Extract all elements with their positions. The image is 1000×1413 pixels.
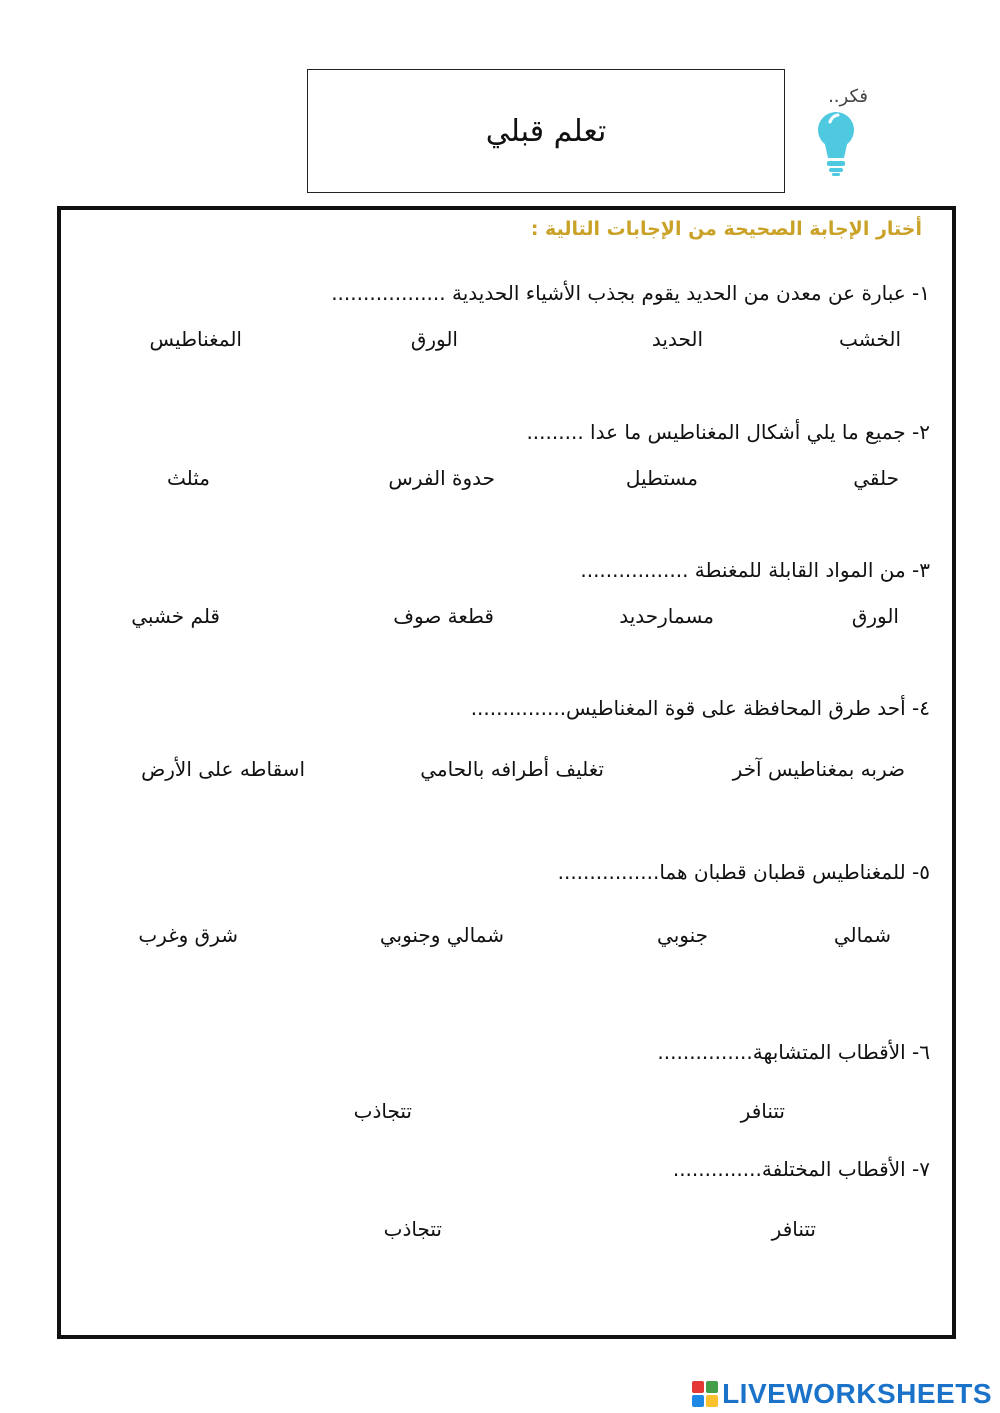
q6-option-2[interactable]: تتجاذب — [353, 1099, 412, 1123]
q6-option-1[interactable]: تتنافر — [740, 1099, 785, 1123]
q1-option-2[interactable]: الحديد — [651, 327, 703, 351]
q5-option-1[interactable]: شمالي — [833, 923, 891, 947]
q7-option-2[interactable]: تتجاذب — [383, 1217, 442, 1241]
q4-option-1[interactable]: ضربه بمغناطيس آخر — [732, 757, 905, 781]
q5-option-2[interactable]: جنوبي — [657, 923, 708, 947]
think-badge — [800, 86, 874, 182]
q3-option-1[interactable]: الورق — [851, 604, 899, 628]
q2-option-3[interactable]: حدوة الفرس — [388, 466, 495, 490]
q2-option-4[interactable]: مثلث — [166, 466, 210, 490]
q1-option-3[interactable]: الورق — [410, 327, 458, 351]
question-2: ٢- جميع ما يلي أشكال المغناطيس ما عدا ......... — [526, 420, 930, 444]
question-1: ١- عبارة عن معدن من الحديد يقوم بجذب الأشياء الحديدية .................. — [331, 281, 930, 305]
q1-option-1[interactable]: الخشب — [838, 327, 901, 351]
q5-option-3[interactable]: شمالي وجنوبي — [379, 923, 504, 947]
q1-option-4[interactable]: المغناطيس — [149, 327, 242, 351]
instructions: أختار الإجابة الصحيحة من الإجابات التالية : — [530, 218, 922, 240]
q5-option-4[interactable]: شرق وغرب — [138, 923, 238, 947]
question-6: ٦- الأقطاب المتشابهة............... — [657, 1040, 930, 1064]
q4-option-2[interactable]: تغليف أطرافه بالحامي — [420, 757, 604, 781]
question-5: ٥- للمغناطيس قطبان قطبان هما................ — [557, 860, 930, 884]
q2-option-1[interactable]: حلقي — [853, 466, 899, 490]
question-4: ٤- أحد طرق المحافظة على قوة المغناطيس............... — [470, 696, 930, 720]
page-title: تعلم قبلي — [485, 113, 607, 149]
q2-option-2[interactable]: مستطيل — [625, 466, 698, 490]
title-box — [307, 69, 785, 193]
brand-text: LIVEWORKSHEETS — [722, 1378, 992, 1409]
q3-option-2[interactable]: مسمارحديد — [619, 604, 714, 628]
question-7: ٧- الأقطاب المختلفة.............. — [672, 1157, 930, 1181]
question-3: ٣- من المواد القابلة للمغنطة ................. — [580, 558, 930, 582]
q3-option-3[interactable]: قطعة صوف — [393, 604, 494, 628]
q4-option-3[interactable]: اسقاطه على الأرض — [141, 757, 305, 781]
q3-option-4[interactable]: قلم خشبي — [131, 604, 220, 628]
q7-option-1[interactable]: تتنافر — [771, 1217, 816, 1241]
lightbulb-icon — [816, 106, 856, 178]
brand-icon — [692, 1381, 718, 1407]
liveworksheets-logo[interactable] — [692, 1378, 992, 1410]
think-label: فكر.. — [828, 86, 868, 107]
